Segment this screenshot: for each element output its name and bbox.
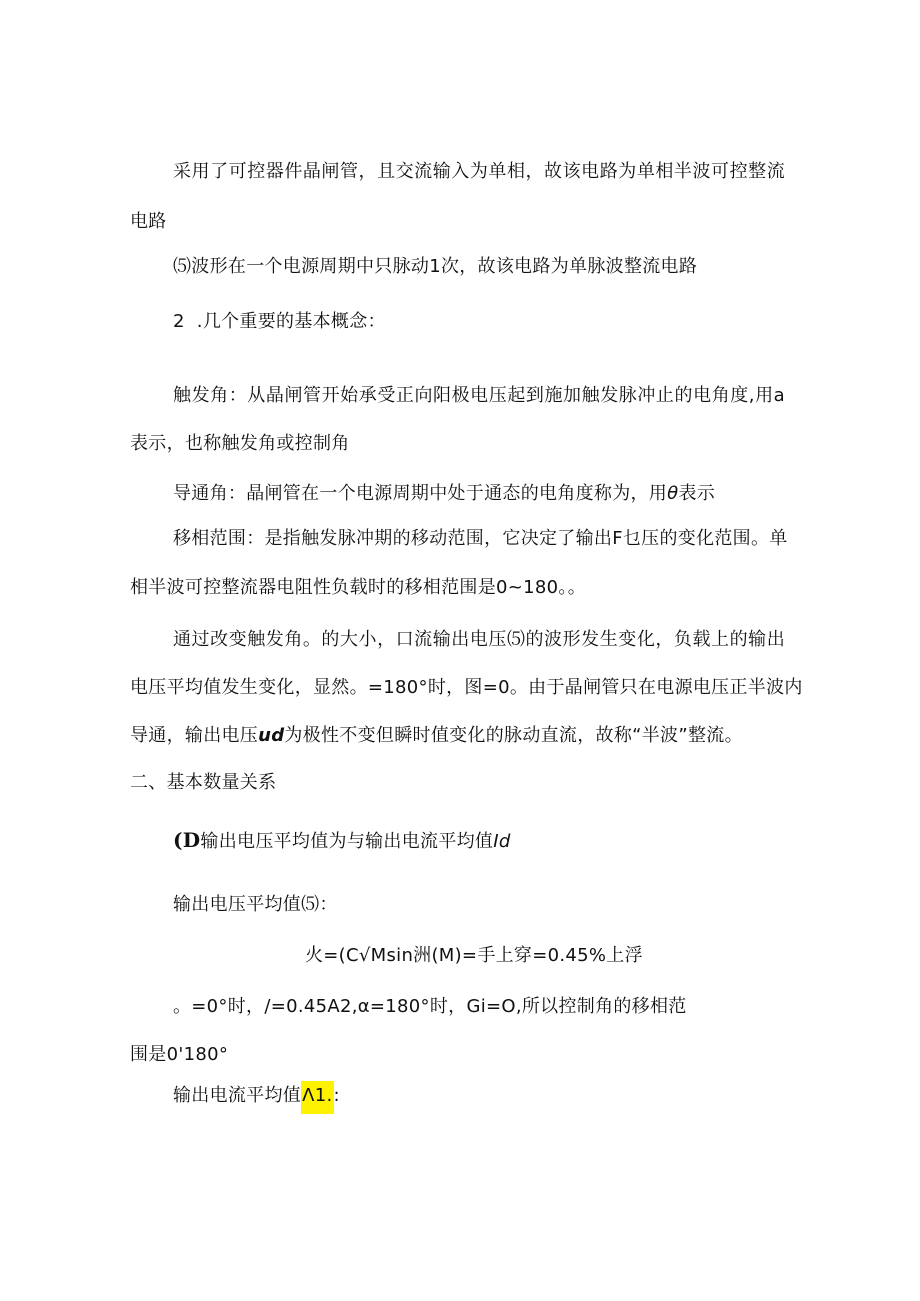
conduction-angle-tail: 表示 (678, 483, 716, 504)
avg-voltage-label: 输出电压平均值⑸： (173, 894, 338, 915)
para2: ⑸波形在一个电源周期中只脉动1次，故该电路为单脉波整流电路 (173, 256, 698, 277)
avg-current-label: 输出电流平均值 (173, 1085, 302, 1106)
voltage-formula: 火=(C√Msin洲(M)=手上穿=0.45%上浮 (305, 945, 643, 966)
change-line2: 电压平均值发生变化，显然。=180°时，图=0。由于晶闸管只在电源电压正半波内 (130, 677, 803, 698)
id-variable: Id (493, 831, 511, 852)
change-line1: 通过改变触发角。的大小，口流输出电压⑸的波形发生变化，负载上的输出 (173, 629, 785, 650)
trigger-angle-line1: 触发角：从晶闸管开始承受正向阳极电压起到施加触发脉冲止的电角度,用a (173, 385, 785, 406)
conduction-angle-line (173, 482, 715, 506)
section-two-heading: 二、基本数量关系 (130, 772, 277, 793)
change-line3-text: 导通，输出电压 (130, 725, 259, 746)
trigger-angle-line2: 表示，也称触发角或控制角 (130, 433, 350, 454)
change-line3 (130, 724, 743, 748)
avg-current-line (173, 1084, 340, 1108)
conduction-angle-text: 导通角：晶闸管在一个电源周期中处于通态的电角度称为，用 (173, 483, 668, 504)
subsection1-heading (173, 828, 511, 854)
highlighted-text: Λ1. (301, 1081, 333, 1114)
subsection1-prefix: (D (173, 828, 201, 852)
phase-range-line1: 移相范围：是指触发脉冲期的移动范围，它决定了输出F乜压的变化范围。单 (173, 528, 788, 549)
para1-line2: 电路 (130, 211, 167, 232)
ud-variable: ud (258, 725, 285, 746)
section2-heading: 2 .几个重要的基本概念： (173, 311, 386, 332)
para1-line1: 采用了可控器件晶闸管，且交流输入为单相，故该电路为单相半波可控整流 (173, 161, 785, 182)
subsection1-text: 输出电压平均值为与输出电流平均值 (200, 831, 494, 852)
range-line2: 围是0'180° (130, 1044, 229, 1065)
phase-range-line2: 相半波可控整流器电阻性负载时的移相范围是0~180。。 (130, 577, 586, 598)
range-line1: 。=0°时，/=0.45A2,α=180°时，Gi=O,所以控制角的移相范 (173, 996, 687, 1017)
change-line3-tail: 为极性不变但瞬时值变化的脉动直流，故称“半波”整流。 (284, 725, 743, 746)
theta-symbol: θ (667, 483, 679, 504)
avg-current-colon: : (333, 1085, 340, 1106)
